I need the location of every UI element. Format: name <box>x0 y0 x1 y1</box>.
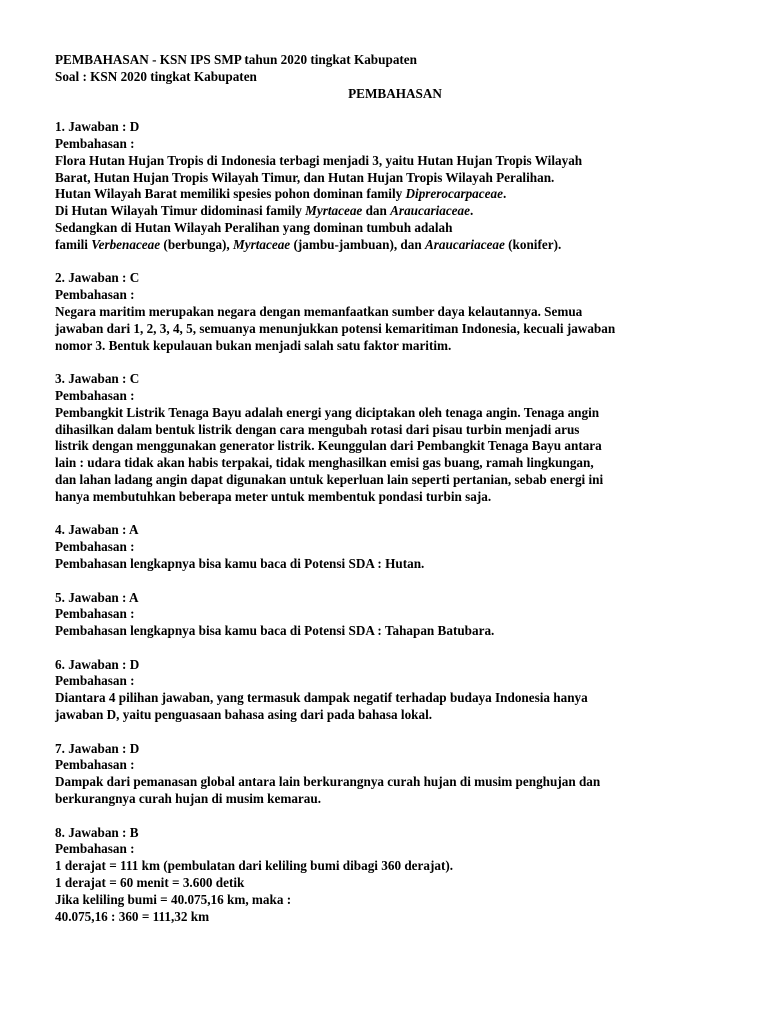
explanation-text: listrik dengan menggunakan generator listrik. Keunggulan dari Pembangkit Tenaga Bayu antara <box>55 438 602 454</box>
explanation-text: 40.075,16 : 360 = 111,32 km <box>55 908 210 924</box>
answer-item-1 <box>55 119 735 253</box>
center-heading: PEMBAHASAN <box>348 85 442 101</box>
answer-item-4 <box>55 522 735 572</box>
explanation-text: Barat, Hutan Hujan Tropis Wilayah Timur, dan Hutan Hujan Tropis Wilayah Peralihan. <box>55 169 555 185</box>
explanation-label: Pembahasan : <box>55 387 135 403</box>
answer-line: 2. Jawaban : C <box>55 270 140 286</box>
answer-item-7 <box>55 741 735 808</box>
italic-term: Myrtaceae <box>233 236 291 252</box>
explanation-label: Pembahasan : <box>55 135 135 151</box>
explanation-text: Flora Hutan Hujan Tropis di Indonesia terbagi menjadi 3, yaitu Hutan Hujan Tropis Wilayah <box>55 152 583 168</box>
explanation-text: dihasilkan dalam bentuk listrik dengan cara mengubah rotasi dari pisau turbin menjadi arus <box>55 421 580 437</box>
italic-term: Araucariaceae <box>390 203 470 219</box>
explanation-text: Jika keliling bumi = 40.075,16 km, maka : <box>55 891 292 907</box>
document-title: PEMBAHASAN - KSN IPS SMP tahun 2020 tingkat Kabupaten <box>55 52 417 67</box>
explanation-label: Pembahasan : <box>55 287 135 303</box>
soal-line: Soal : KSN 2020 tingkat Kabupaten <box>55 68 257 84</box>
answer-item-8 <box>55 825 735 926</box>
explanation-text: jawaban dari 1, 2, 3, 4, 5, semuanya menunjukkan potensi kemaritiman Indonesia, kecuali jawaban <box>55 320 616 336</box>
explanation-text: dan lahan ladang angin dapat digunakan untuk keperluan lain seperti pertanian, sebab energi ini <box>55 471 604 487</box>
answer-item-5 <box>55 590 735 640</box>
answer-item-2 <box>55 270 735 354</box>
explanation-label: Pembahasan : <box>55 539 135 555</box>
explanation-label: Pembahasan : <box>55 841 135 857</box>
explanation-text: Pembahasan lengkapnya bisa kamu baca di Potensi SDA : Tahapan Batubara. <box>55 623 495 639</box>
explanation-text: Pembangkit Listrik Tenaga Bayu adalah energi yang diciptakan oleh tenaga angin. Tenaga angin <box>55 404 600 420</box>
explanation-text: lain : udara tidak akan habis terpakai, tidak menghasilkan emisi gas buang, ramah lingkungan, <box>55 455 594 471</box>
answer-line: 3. Jawaban : C <box>55 371 140 387</box>
answer-line: 8. Jawaban : B <box>55 824 139 840</box>
italic-term: Verbenaceae <box>91 236 161 252</box>
document-page <box>55 52 735 925</box>
explanation-text: berkurangnya curah hujan di musim kemarau. <box>55 791 321 807</box>
answer-line: 7. Jawaban : D <box>55 740 140 756</box>
explanation-text: Di Hutan Wilayah Timur didominasi family Myrtaceae dan Araucariaceae. <box>55 203 474 219</box>
explanation-text: famili Verbenaceae (berbunga), Myrtaceae (jambu-jambuan), dan Araucariaceae (konifer). <box>55 236 562 252</box>
italic-term: Diprerocarpaceae <box>405 186 503 202</box>
explanation-text: hanya membutuhkan beberapa meter untuk membentuk pondasi turbin saja. <box>55 488 492 504</box>
italic-term: Myrtaceae <box>305 203 363 219</box>
explanation-text: Pembahasan lengkapnya bisa kamu baca di Potensi SDA : Hutan. <box>55 555 425 571</box>
answer-line: 4. Jawaban : A <box>55 522 139 538</box>
answer-line: 6. Jawaban : D <box>55 656 140 672</box>
explanation-text: Dampak dari pemanasan global antara lain berkurangnya curah hujan di musim penghujan dan <box>55 774 601 790</box>
explanation-text: 1 derajat = 111 km (pembulatan dari keliling bumi dibagi 360 derajat). <box>55 858 454 874</box>
answer-item-3 <box>55 371 735 505</box>
explanation-text: Hutan Wilayah Barat memiliki spesies pohon dominan family Diprerocarpaceae. <box>55 186 507 202</box>
answer-line: 5. Jawaban : A <box>55 589 139 605</box>
explanation-text: nomor 3. Bentuk kepulauan bukan menjadi salah satu faktor maritim. <box>55 337 452 353</box>
explanation-text: Negara maritim merupakan negara dengan memanfaatkan sumber daya kelautannya. Semua <box>55 303 583 319</box>
explanation-text: Sedangkan di Hutan Wilayah Peralihan yang dominan tumbuh adalah <box>55 219 453 235</box>
explanation-text: 1 derajat = 60 menit = 3.600 detik <box>55 875 245 891</box>
explanation-label: Pembahasan : <box>55 606 135 622</box>
explanation-label: Pembahasan : <box>55 673 135 689</box>
explanation-text: Diantara 4 pilihan jawaban, yang termasuk dampak negatif terhadap budaya Indonesia hanya <box>55 690 588 706</box>
answer-item-6 <box>55 657 735 724</box>
italic-term: Araucariaceae <box>425 236 505 252</box>
explanation-text: jawaban D, yaitu penguasaan bahasa asing dari pada bahasa lokal. <box>55 707 433 723</box>
answer-line: 1. Jawaban : D <box>55 119 140 135</box>
explanation-label: Pembahasan : <box>55 757 135 773</box>
